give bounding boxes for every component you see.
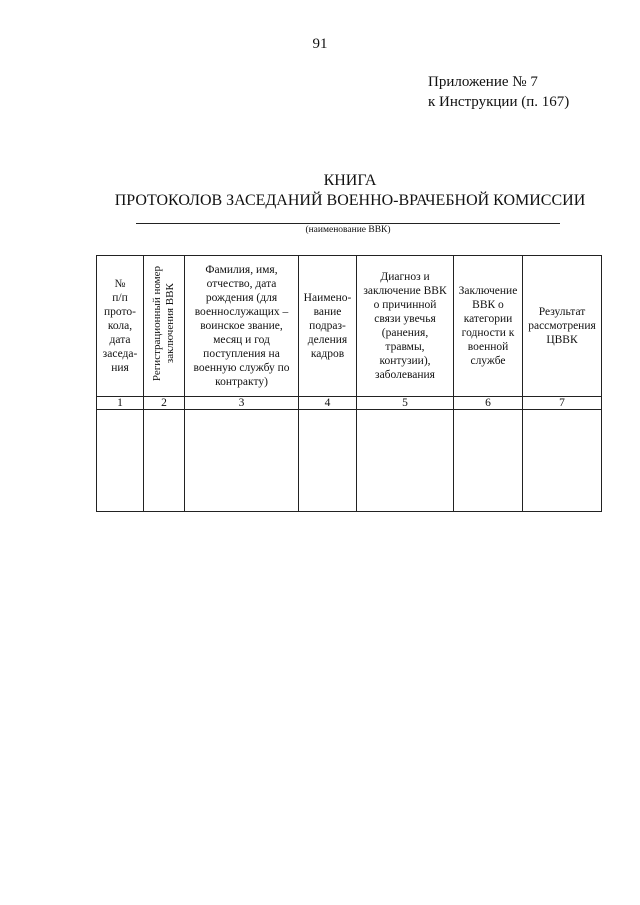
table-cell	[144, 410, 185, 512]
header-diagnosis: Диагноз и заключение ВВК о причинной связи увечья (ранения, травмы, контузии), заболевания	[357, 256, 454, 397]
appendix-reference	[428, 72, 569, 112]
table-cell	[185, 410, 299, 512]
registration-number-vertical-label: Регистрационный номер заключения ВВК	[151, 266, 176, 382]
header-full-name: Фамилия, имя, отчество, дата рождения (для военнослужащих – воинское звание, месяц и год поступления на военную службу по контракту)	[185, 256, 299, 397]
appendix-line-2: к Инструкции (п. 167)	[428, 94, 570, 110]
column-number: 1	[97, 397, 144, 410]
column-number: 6	[454, 397, 523, 410]
header-protocol-no: № п/п прото- кола, дата заседа- ния	[97, 256, 144, 397]
column-number: 2	[144, 397, 185, 410]
table-cell	[97, 410, 144, 512]
header-row	[97, 256, 602, 397]
column-number: 7	[523, 397, 602, 410]
document-title	[0, 171, 640, 211]
column-number-row	[97, 397, 602, 410]
title-line-1: КНИГА	[323, 172, 377, 189]
header-registration-number	[144, 256, 185, 397]
column-number: 3	[185, 397, 299, 410]
table-cell	[357, 410, 454, 512]
commission-name-line	[136, 223, 560, 224]
header-cvvk-result: Результат рассмотрения ЦВВК	[523, 256, 602, 397]
table-cell	[523, 410, 602, 512]
page-number: 91	[312, 36, 328, 52]
protocol-table	[96, 255, 602, 512]
header-personnel-unit: Наимено- вание подраз- деления кадров	[299, 256, 357, 397]
commission-name-caption: (наименование ВВК)	[305, 225, 391, 235]
column-number: 4	[299, 397, 357, 410]
table-row	[97, 410, 602, 512]
column-number: 5	[357, 397, 454, 410]
header-fitness-category: Заключение ВВК о категории годности к военной службе	[454, 256, 523, 397]
table-cell	[454, 410, 523, 512]
table-cell	[299, 410, 357, 512]
appendix-line-1: Приложение № 7	[428, 74, 538, 90]
title-line-2: ПРОТОКОЛОВ ЗАСЕДАНИЙ ВОЕННО-ВРАЧЕБНОЙ КОМИССИИ	[114, 192, 586, 209]
